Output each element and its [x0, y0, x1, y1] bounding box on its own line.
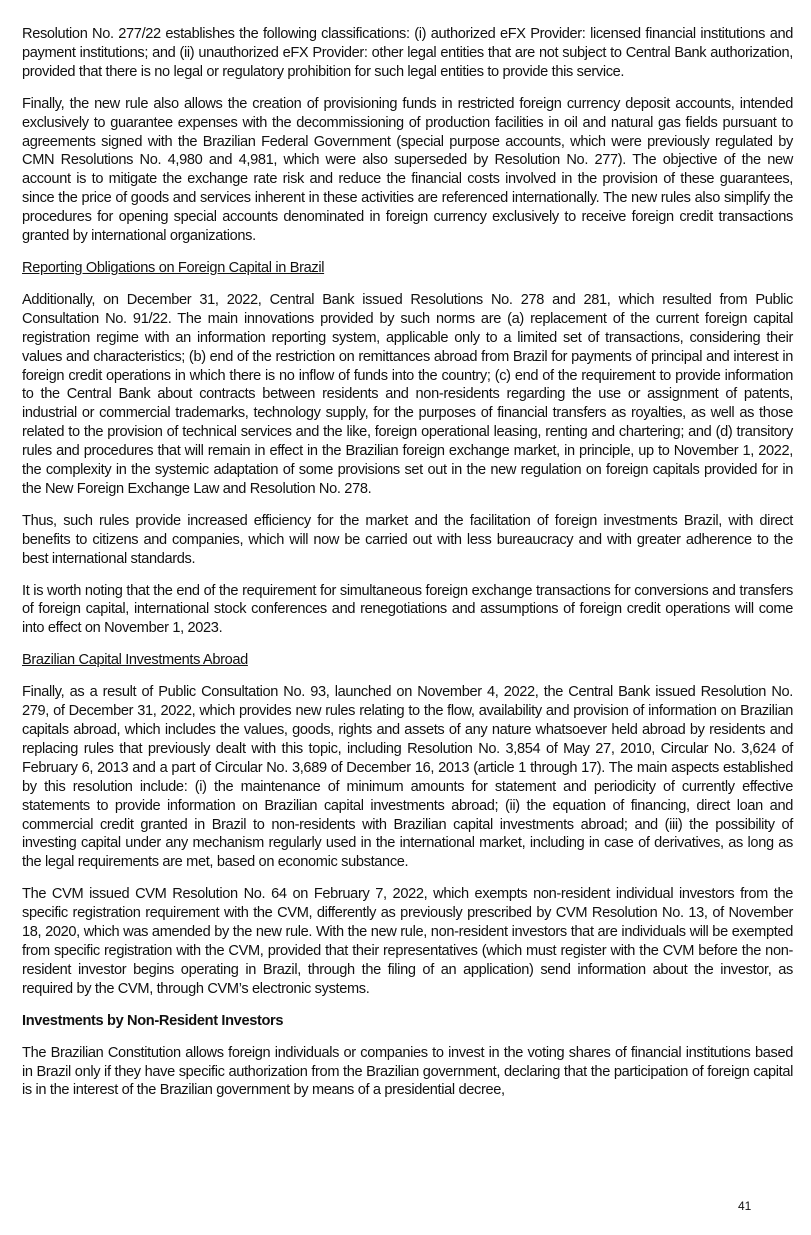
page-number: 41: [738, 1199, 752, 1213]
paragraph-resolution-279: Finally, as a result of Public Consultation No. 93, launched on November 4, 2022, the Central Bank issued Resolution No. 279, of December 31, 2022, which provides new rules relating to the flow, availability and provision of information on Brazilian capitals abroad, which includes the values, goods, rights and assets of any nature whatsoever held abroad by residents and replacing rules that previously dealt with this topic, including Resolution No. 3,854 of May 27, 2010, Circular No. 3,624 of February 6, 2013 and a part of Circular No. 3,689 of December 16, 2013 (article 1 through 17). The main aspects established by this resolution include: (i) the maintenance of minimum amounts for statement and periodicity of currently effective statements to provide information on Brazilian capital investments abroad; (ii) the equation of financing, direct loan and commercial credit granted in Brazil to non-residents with Brazilian capital investments abroad; and (iii) the possibility of investing capital under any mechanism regularly used in the international market, including in case of derivatives, as long as the legal requirements are met, based on economic substance.: [22, 684, 793, 871]
paragraph-resolutions-278-281: Additionally, on December 31, 2022, Central Bank issued Resolutions No. 278 and 281, which resulted from Public Consultation No. 91/22. The main innovations provided by such norms are (a) replacement of the current foreign capital registration regime with an information reporting system, applicable only to a limited set of transactions, considering their values and characteristics; (b) end of the restriction on remittances abroad from Brazil for payments of principal and interest in foreign credit operations in which there is no inflow of funds into the country; (c) end of the requirement to provide information to the Central Bank about contracts between residents and non-residents regarding the use or assignment of patents, industrial or commercial trademarks, technology supply, for the purposes of financial transfers as royalties, as well as those related to the provision of technical services and the like, foreign operational leasing, renting and chartering; and (d) transitory rules and procedures that will remain in effect in the Brazilian foreign exchange market, in principle, up to November 1, 2022, the complexity in the systemic adaptation of some provisions set out in the new regulation on foreign capitals provided for in the New Foreign Exchange Law and Resolution No. 278.: [22, 291, 793, 497]
paragraph-efx-classifications: Resolution No. 277/22 establishes the following classifications: (i) authorized eFX Provider: licensed financial institutions and payment institutions; and (ii) unauthorized eFX Provider: other legal entities that are not subject to Central Bank authorization, provided that there is no legal or regulatory prohibition for such legal entities to provide this service.: [22, 26, 793, 80]
paragraph-increased-efficiency: Thus, such rules provide increased efficiency for the market and the facilitation of foreign investments Brazil, with direct benefits to citizens and companies, which will now be carried out with less bureaucracy and with greater adherence to the best international standards.: [22, 512, 793, 567]
document-page: [22, 25, 793, 1113]
paragraph-cvm-resolution-64: The CVM issued CVM Resolution No. 64 on February 7, 2022, which exempts non-resident individual investors from the specific registration requirement with the CVM, differently as previously prescribed by CVM Resolution No. 13, of November 18, 2020, which was amended by the new rule. With the new rule, non-resident investors that are individuals will be exempted from specific registration with the CVM, provided that their representatives (which must register with the CVM before the non-resident investor begins operating in Brazil, through the filing of an application) send information about the investor, as required by the CVM, through CVM’s electronic systems.: [22, 886, 793, 997]
paragraph-brazilian-constitution: The Brazilian Constitution allows foreign individuals or companies to invest in the voting shares of financial institutions based in Brazil only if they have specific authorization from the Brazilian government, declaring that the participation of foreign capital is in the interest of the Brazilian government by means of a presidential decree,: [22, 1044, 793, 1099]
section-heading-capital-abroad: Brazilian Capital Investments Abroad: [22, 652, 248, 669]
section-heading-reporting-obligations: Reporting Obligations on Foreign Capital in Brazil: [22, 259, 325, 276]
section-heading-non-resident-investors: Investments by Non-Resident Investors: [22, 1012, 284, 1029]
paragraph-effective-date: It is worth noting that the end of the requirement for simultaneous foreign exchange transactions for conversions and transfers of foreign capital, international stock conferences and renegotiations and assumptions of foreign credit operations will come into effect on November 1, 2023.: [22, 582, 793, 637]
paragraph-provisioning-funds: Finally, the new rule also allows the creation of provisioning funds in restricted foreign currency deposit accounts, intended exclusively to guarantee expenses with the decommissioning of production facilities in oil and natural gas fields pursuant to agreements signed with the Brazilian Federal Government (special purpose accounts, which were previously regulated by CMN Resolutions No. 4,980 and 4,981, which were also superseded by Resolution No. 277). The objective of the new account is to mitigate the exchange rate risk and reduce the financial costs involved in the provision of these guarantees, since the price of goods and services inherent in these activities are referenced internationally. The new rules also simplify the procedures for opening special accounts denominated in foreign currency exclusively to receive foreign credit transactions granted by international organizations.: [22, 95, 793, 245]
